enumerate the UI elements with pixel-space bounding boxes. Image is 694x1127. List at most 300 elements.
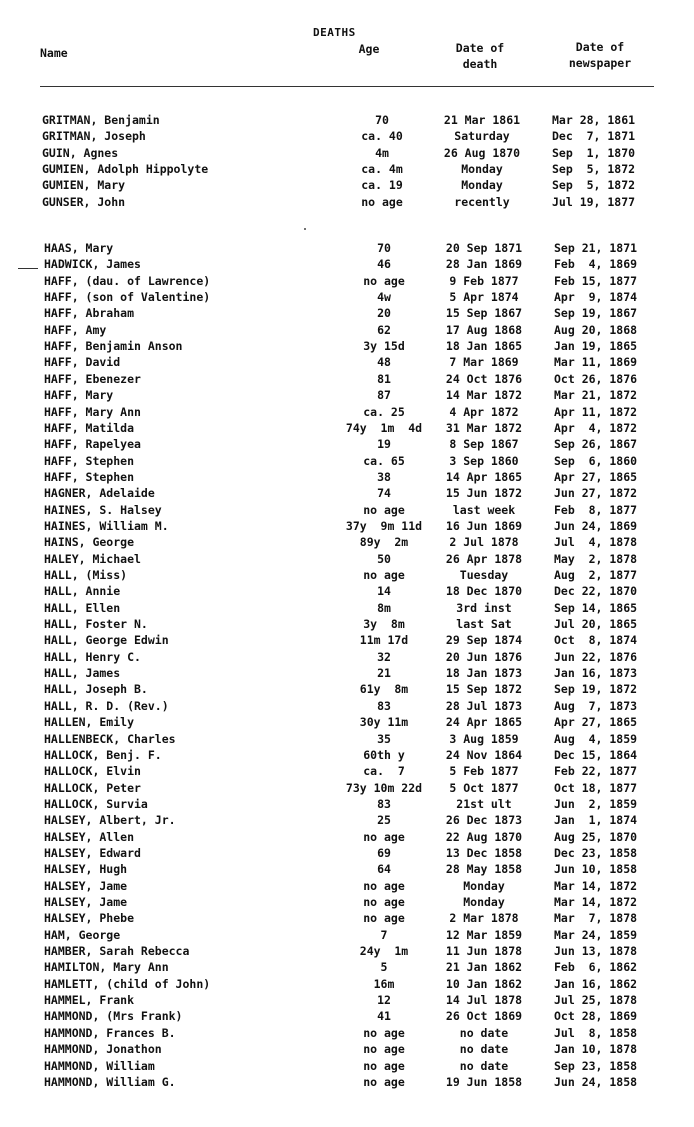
table-row bbox=[44, 829, 664, 845]
table-row bbox=[44, 485, 664, 501]
record-date-of-death: 16 Jun 1869 bbox=[445, 518, 523, 533]
record-name: HALSEY, Edward bbox=[44, 845, 141, 860]
record-date-of-death: 28 Jan 1869 bbox=[445, 257, 523, 272]
record-name: HADWICK, James bbox=[44, 257, 141, 272]
record-name: HAFF, Stephen bbox=[44, 453, 135, 468]
record-name: HAM, George bbox=[44, 927, 121, 942]
record-age: 37y 9m 11d bbox=[345, 518, 423, 533]
record-date-of-newspaper: Jun 2, 1859 bbox=[554, 796, 638, 811]
record-age: ca. 7 bbox=[363, 764, 405, 779]
record-date-of-death: no date bbox=[459, 1058, 509, 1073]
record-date-of-newspaper: Apr 11, 1872 bbox=[554, 404, 638, 419]
record-name: HAMBER, Sarah Rebecca bbox=[44, 944, 190, 959]
record-date-of-death: 20 Sep 1871 bbox=[445, 241, 523, 255]
record-name: HAMILTON, Mary Ann bbox=[44, 960, 169, 975]
record-name: HAFF, Amy bbox=[44, 322, 107, 337]
table-row bbox=[44, 600, 664, 616]
record-name: HALLENBECK, Charles bbox=[44, 731, 176, 746]
table-row bbox=[44, 322, 664, 338]
record-date-of-newspaper: Sep 1, 1870 bbox=[552, 145, 636, 160]
table-row bbox=[42, 112, 662, 128]
record-age: 35 bbox=[377, 731, 391, 746]
record-date-of-death: 21st ult bbox=[456, 796, 512, 811]
record-age: 38 bbox=[377, 469, 391, 484]
record-age: 16m bbox=[373, 976, 395, 991]
record-name: GRITMAN, Benjamin bbox=[42, 113, 160, 127]
record-age: 70 bbox=[377, 241, 391, 255]
record-age: no age bbox=[361, 194, 403, 209]
record-age: no age bbox=[363, 1042, 405, 1057]
record-date-of-newspaper: Sep 14, 1865 bbox=[554, 600, 638, 615]
record-date-of-death: 21 Jan 1862 bbox=[445, 960, 523, 975]
record-name: HAMMEL, Frank bbox=[44, 993, 135, 1008]
record-date-of-newspaper: Oct 28, 1869 bbox=[554, 1009, 638, 1024]
record-date-of-newspaper: Jun 13, 1878 bbox=[554, 944, 638, 959]
record-name: HALLOCK, Benj. F. bbox=[44, 747, 162, 762]
record-date-of-newspaper: Aug 7, 1873 bbox=[554, 698, 638, 713]
record-date-of-newspaper: Sep 23, 1858 bbox=[554, 1058, 638, 1073]
table-row bbox=[44, 289, 664, 305]
header-dod-line1: Date of bbox=[455, 41, 505, 55]
record-date-of-newspaper: Jan 16, 1862 bbox=[554, 976, 638, 991]
record-date-of-newspaper: Aug 4, 1859 bbox=[554, 731, 638, 746]
table-row bbox=[44, 796, 664, 812]
record-date-of-death: recently bbox=[454, 194, 510, 209]
record-name: HAMMOND, Jonathon bbox=[44, 1042, 162, 1057]
record-age: 32 bbox=[377, 649, 391, 664]
record-name: HAAS, Mary bbox=[44, 241, 114, 255]
record-date-of-newspaper: Apr 27, 1865 bbox=[554, 715, 638, 730]
header-date-of-death bbox=[434, 40, 526, 72]
table-row bbox=[44, 943, 664, 959]
record-date-of-newspaper: Mar 24, 1859 bbox=[554, 927, 638, 942]
record-date-of-death: 14 Apr 1865 bbox=[445, 469, 523, 484]
record-age: no age bbox=[363, 502, 405, 517]
record-name: HALLOCK, Peter bbox=[44, 780, 141, 795]
record-date-of-death: 20 Jun 1876 bbox=[445, 649, 523, 664]
record-date-of-newspaper: Mar 21, 1872 bbox=[554, 388, 638, 403]
record-date-of-newspaper: Dec 15, 1864 bbox=[554, 747, 638, 762]
record-age: 74y 1m 4d bbox=[345, 420, 423, 435]
table-row bbox=[44, 894, 664, 910]
record-age: 30y 11m bbox=[359, 715, 409, 730]
record-date-of-death: 28 May 1858 bbox=[445, 862, 523, 877]
table-row bbox=[44, 1041, 664, 1057]
header-rule bbox=[40, 86, 654, 87]
record-date-of-death: 24 Nov 1864 bbox=[445, 747, 523, 762]
record-name: HAMLETT, (child of John) bbox=[44, 976, 211, 991]
table-row bbox=[44, 649, 664, 665]
record-date-of-death: 4 Apr 1872 bbox=[449, 404, 519, 419]
record-name: HALSEY, Hugh bbox=[44, 862, 128, 877]
record-name: GUMIEN, Mary bbox=[42, 178, 126, 193]
table-row bbox=[44, 698, 664, 714]
record-age: 46 bbox=[377, 257, 391, 272]
record-date-of-death: 11 Jun 1878 bbox=[445, 944, 523, 959]
table-row bbox=[44, 910, 664, 926]
record-name: HALSEY, Allen bbox=[44, 829, 135, 844]
record-age: no age bbox=[363, 1058, 405, 1073]
record-date-of-death: last week bbox=[452, 502, 516, 517]
table-row bbox=[44, 518, 664, 534]
record-date-of-newspaper: Sep 6, 1860 bbox=[554, 453, 638, 468]
header-dop-line2: newspaper bbox=[568, 56, 632, 70]
record-name: HALL, Ellen bbox=[44, 600, 121, 615]
header-date-of-newspaper bbox=[550, 39, 650, 71]
scan-speck bbox=[304, 228, 306, 230]
record-date-of-newspaper: Jul 8, 1858 bbox=[554, 1025, 638, 1040]
record-date-of-death: 24 Oct 1876 bbox=[445, 371, 523, 386]
record-date-of-death: 14 Mar 1872 bbox=[445, 388, 523, 403]
record-name: HAMMOND, (Mrs Frank) bbox=[44, 1009, 183, 1024]
record-date-of-newspaper: Sep 19, 1867 bbox=[554, 306, 638, 321]
record-name: HALL, George Edwin bbox=[44, 633, 169, 648]
record-date-of-newspaper: Aug 20, 1868 bbox=[554, 322, 638, 337]
record-date-of-death: 5 Apr 1874 bbox=[449, 290, 519, 305]
page-title: DEATHS bbox=[313, 26, 356, 39]
record-name: HALSEY, Phebe bbox=[44, 911, 135, 926]
record-name: HALL, Joseph B. bbox=[44, 682, 148, 697]
header-dop-line1: Date of bbox=[575, 40, 625, 54]
record-date-of-newspaper: Sep 19, 1872 bbox=[554, 682, 638, 697]
record-name: GUIN, Agnes bbox=[42, 145, 119, 160]
record-age: 24y 1m bbox=[359, 944, 409, 959]
record-age: 60th y bbox=[363, 747, 405, 762]
record-age: 70 bbox=[375, 113, 389, 127]
record-date-of-newspaper: Apr 4, 1872 bbox=[554, 420, 638, 435]
record-date-of-death: 21 Mar 1861 bbox=[443, 113, 521, 127]
record-date-of-newspaper: Jul 4, 1878 bbox=[554, 535, 638, 550]
record-date-of-death: Monday bbox=[461, 161, 503, 176]
table-row bbox=[42, 194, 662, 210]
record-name: HALL, R. D. (Rev.) bbox=[44, 698, 169, 713]
record-name: HAMMOND, William bbox=[44, 1058, 155, 1073]
record-date-of-death: 28 Jul 1873 bbox=[445, 698, 523, 713]
table-row bbox=[44, 861, 664, 877]
header-name: Name bbox=[40, 46, 68, 60]
table-row bbox=[44, 763, 664, 779]
table-row bbox=[44, 567, 664, 583]
record-date-of-death: 2 Jul 1878 bbox=[449, 535, 519, 550]
record-age: no age bbox=[363, 273, 405, 288]
record-name: HALSEY, Albert, Jr. bbox=[44, 813, 176, 828]
record-date-of-newspaper: Jul 20, 1865 bbox=[554, 617, 638, 632]
record-date-of-death: 18 Jan 1873 bbox=[445, 666, 523, 681]
record-date-of-death: 13 Dec 1858 bbox=[445, 845, 523, 860]
table-row bbox=[44, 616, 664, 632]
table-row bbox=[44, 681, 664, 697]
table-row bbox=[44, 976, 664, 992]
record-age: 74 bbox=[377, 486, 391, 501]
table-row bbox=[44, 665, 664, 681]
table-row bbox=[44, 1008, 664, 1024]
record-date-of-newspaper: Dec 23, 1858 bbox=[554, 845, 638, 860]
record-date-of-newspaper: Jun 24, 1869 bbox=[554, 518, 638, 533]
record-date-of-death: 15 Sep 1872 bbox=[445, 682, 523, 697]
record-name: GRITMAN, Joseph bbox=[42, 129, 146, 144]
record-age: 61y 8m bbox=[359, 682, 409, 697]
record-date-of-death: 12 Mar 1859 bbox=[445, 927, 523, 942]
record-date-of-death: 9 Feb 1877 bbox=[449, 273, 519, 288]
record-date-of-death: 17 Aug 1868 bbox=[445, 322, 523, 337]
record-name: HALL, Henry C. bbox=[44, 649, 141, 664]
record-date-of-newspaper: Mar 14, 1872 bbox=[554, 878, 638, 893]
record-name: HALL, Foster N. bbox=[44, 617, 148, 632]
record-date-of-newspaper: Oct 18, 1877 bbox=[554, 780, 638, 795]
record-date-of-death: 7 Mar 1869 bbox=[449, 355, 519, 370]
header-age: Age bbox=[358, 42, 380, 56]
record-date-of-newspaper: Jan 10, 1878 bbox=[554, 1042, 638, 1057]
table-row bbox=[44, 1058, 664, 1074]
margin-mark bbox=[18, 268, 38, 269]
record-age: 81 bbox=[377, 371, 391, 386]
record-age: ca. 65 bbox=[363, 453, 405, 468]
table-row bbox=[44, 420, 664, 436]
record-age: 87 bbox=[377, 388, 391, 403]
record-age: no age bbox=[363, 878, 405, 893]
table-row bbox=[44, 780, 664, 796]
table-row bbox=[44, 992, 664, 1008]
record-date-of-death: last Sat bbox=[456, 617, 512, 632]
record-age: no age bbox=[363, 1025, 405, 1040]
record-date-of-newspaper: Jun 24, 1858 bbox=[554, 1074, 638, 1089]
record-age: 83 bbox=[377, 698, 391, 713]
record-name: HALLOCK, Survia bbox=[44, 796, 148, 811]
record-age: 4m bbox=[375, 145, 389, 160]
record-age: no age bbox=[363, 1074, 405, 1089]
record-date-of-newspaper: Mar 7, 1878 bbox=[554, 911, 638, 926]
record-name: HAFF, Stephen bbox=[44, 469, 135, 484]
record-age: 14 bbox=[377, 584, 391, 599]
table-row bbox=[44, 551, 664, 567]
table-row bbox=[42, 128, 662, 144]
table-row bbox=[44, 959, 664, 975]
record-date-of-death: 18 Jan 1865 bbox=[445, 339, 523, 354]
record-date-of-newspaper: Dec 7, 1871 bbox=[552, 129, 636, 144]
table-row bbox=[44, 404, 664, 420]
table-row bbox=[44, 534, 664, 550]
record-name: HAFF, David bbox=[44, 355, 121, 370]
record-date-of-newspaper: Dec 22, 1870 bbox=[554, 584, 638, 599]
table-row bbox=[44, 632, 664, 648]
record-date-of-death: 3rd inst bbox=[456, 600, 512, 615]
table-row bbox=[44, 469, 664, 485]
record-date-of-newspaper: Oct 26, 1876 bbox=[554, 371, 638, 386]
table-row bbox=[44, 927, 664, 943]
record-date-of-death: Monday bbox=[463, 878, 505, 893]
record-date-of-newspaper: May 2, 1878 bbox=[554, 551, 638, 566]
record-date-of-newspaper: Feb 22, 1877 bbox=[554, 764, 638, 779]
record-date-of-death: 19 Jun 1858 bbox=[445, 1074, 523, 1089]
record-age: 64 bbox=[377, 862, 391, 877]
record-age: 5 bbox=[380, 960, 388, 975]
record-age: 12 bbox=[377, 993, 391, 1008]
table-row bbox=[44, 583, 664, 599]
record-name: HAFF, Matilda bbox=[44, 420, 135, 435]
record-age: 4w bbox=[377, 290, 391, 305]
record-date-of-death: 15 Jun 1872 bbox=[445, 486, 523, 501]
record-date-of-newspaper: Jul 19, 1877 bbox=[552, 194, 636, 209]
record-name: HALL, Annie bbox=[44, 584, 121, 599]
record-date-of-newspaper: Aug 2, 1877 bbox=[554, 568, 638, 582]
record-name: HAMMOND, William G. bbox=[44, 1074, 176, 1089]
record-age: 3y 15d bbox=[363, 339, 405, 354]
record-date-of-death: 8 Sep 1867 bbox=[449, 437, 519, 452]
record-date-of-death: 3 Sep 1860 bbox=[449, 453, 519, 468]
record-name: HALL, (Miss) bbox=[44, 568, 128, 582]
record-date-of-death: 2 Mar 1878 bbox=[449, 911, 519, 926]
record-age: 11m 17d bbox=[359, 633, 409, 648]
table-row bbox=[44, 436, 664, 452]
record-date-of-newspaper: Sep 5, 1872 bbox=[552, 178, 636, 193]
record-date-of-newspaper: Aug 25, 1870 bbox=[554, 829, 638, 844]
record-date-of-newspaper: Mar 14, 1872 bbox=[554, 895, 638, 909]
table-row bbox=[44, 747, 664, 763]
record-name: HALSEY, Jame bbox=[44, 878, 128, 893]
record-date-of-death: Tuesday bbox=[459, 568, 509, 582]
record-date-of-death: 26 Oct 1869 bbox=[445, 1009, 523, 1024]
record-age: 48 bbox=[377, 355, 391, 370]
record-date-of-death: 31 Mar 1872 bbox=[445, 420, 523, 435]
record-age: 3y 8m bbox=[363, 617, 405, 632]
record-age: ca. 40 bbox=[361, 129, 403, 144]
record-age: 41 bbox=[377, 1009, 391, 1024]
record-date-of-death: 14 Jul 1878 bbox=[445, 993, 523, 1008]
record-age: 83 bbox=[377, 796, 391, 811]
table-row bbox=[44, 714, 664, 730]
record-date-of-newspaper: Jan 16, 1873 bbox=[554, 666, 638, 681]
record-date-of-death: 18 Dec 1870 bbox=[445, 584, 523, 599]
record-name: HAINES, S. Halsey bbox=[44, 502, 162, 517]
record-date-of-death: 10 Jan 1862 bbox=[445, 976, 523, 991]
record-date-of-death: no date bbox=[459, 1025, 509, 1040]
record-name: HALSEY, Jame bbox=[44, 895, 128, 909]
record-date-of-newspaper: Apr 9, 1874 bbox=[554, 290, 638, 305]
record-name: HAGNER, Adelaide bbox=[44, 486, 155, 501]
record-date-of-newspaper: Jan 1, 1874 bbox=[554, 813, 638, 828]
table-row bbox=[44, 731, 664, 747]
record-age: 50 bbox=[377, 551, 391, 566]
record-age: 69 bbox=[377, 845, 391, 860]
table-row bbox=[44, 256, 664, 272]
table-row bbox=[44, 305, 664, 321]
record-name: HALEY, Michael bbox=[44, 551, 141, 566]
record-name: HAINS, George bbox=[44, 535, 135, 550]
record-age: 89y 2m bbox=[359, 535, 409, 550]
table-row bbox=[44, 1074, 664, 1090]
record-age: no age bbox=[363, 911, 405, 926]
table-row bbox=[42, 161, 662, 177]
table-row bbox=[44, 453, 664, 469]
table-row bbox=[44, 502, 664, 518]
record-date-of-newspaper: Sep 5, 1872 bbox=[552, 161, 636, 176]
table-row bbox=[44, 812, 664, 828]
record-date-of-death: 15 Sep 1867 bbox=[445, 306, 523, 321]
record-date-of-death: 26 Aug 1870 bbox=[443, 145, 521, 160]
record-name: GUNSER, John bbox=[42, 194, 126, 209]
header-dod-line2: death bbox=[462, 57, 498, 71]
record-age: 19 bbox=[377, 437, 391, 452]
record-date-of-death: 26 Apr 1878 bbox=[445, 551, 523, 566]
record-name: GUMIEN, Adolph Hippolyte bbox=[42, 161, 209, 176]
table-row bbox=[44, 371, 664, 387]
record-date-of-newspaper: Mar 11, 1869 bbox=[554, 355, 638, 370]
record-age: 20 bbox=[377, 306, 391, 321]
record-age: ca. 4m bbox=[361, 161, 403, 176]
record-age: ca. 19 bbox=[361, 178, 403, 193]
record-date-of-death: Saturday bbox=[454, 129, 510, 144]
record-date-of-death: no date bbox=[459, 1042, 509, 1057]
record-date-of-newspaper: Sep 21, 1871 bbox=[554, 241, 638, 255]
record-age: 7 bbox=[380, 927, 388, 942]
record-name: HAFF, (dau. of Lawrence) bbox=[44, 273, 211, 288]
table-row bbox=[44, 1025, 664, 1041]
record-age: no age bbox=[363, 895, 405, 909]
record-age: ca. 25 bbox=[363, 404, 405, 419]
record-age: 25 bbox=[377, 813, 391, 828]
table-row bbox=[42, 177, 662, 193]
table-row bbox=[44, 845, 664, 861]
table-row bbox=[44, 240, 664, 256]
record-date-of-death: 3 Aug 1859 bbox=[449, 731, 519, 746]
record-date-of-newspaper: Feb 4, 1869 bbox=[554, 257, 638, 272]
record-name: HAFF, Abraham bbox=[44, 306, 135, 321]
record-name: HAFF, Mary Ann bbox=[44, 404, 141, 419]
record-name: HAFF, Rapelyea bbox=[44, 437, 141, 452]
record-date-of-death: Monday bbox=[461, 178, 503, 193]
record-date-of-newspaper: Jun 10, 1858 bbox=[554, 862, 638, 877]
table-row bbox=[44, 338, 664, 354]
record-date-of-death: 26 Dec 1873 bbox=[445, 813, 523, 828]
table-row bbox=[44, 354, 664, 370]
record-date-of-death: 22 Aug 1870 bbox=[445, 829, 523, 844]
record-date-of-newspaper: Oct 8, 1874 bbox=[554, 633, 638, 648]
record-age: 21 bbox=[377, 666, 391, 681]
record-name: HALLEN, Emily bbox=[44, 715, 135, 730]
record-age: 8m bbox=[377, 600, 391, 615]
record-date-of-death: 5 Oct 1877 bbox=[449, 780, 519, 795]
record-name: HAFF, Benjamin Anson bbox=[44, 339, 183, 354]
record-age: 62 bbox=[377, 322, 391, 337]
record-date-of-newspaper: Mar 28, 1861 bbox=[552, 113, 636, 127]
record-name: HAINES, William M. bbox=[44, 518, 169, 533]
record-name: HAFF, Mary bbox=[44, 388, 114, 403]
table-row bbox=[42, 145, 662, 161]
record-date-of-newspaper: Sep 26, 1867 bbox=[554, 437, 638, 452]
record-date-of-death: Monday bbox=[463, 895, 505, 909]
table-row bbox=[44, 273, 664, 289]
record-date-of-death: 29 Sep 1874 bbox=[445, 633, 523, 648]
record-name: HAFF, (son of Valentine) bbox=[44, 290, 211, 305]
table-row bbox=[44, 878, 664, 894]
record-name: HAFF, Ebenezer bbox=[44, 371, 141, 386]
record-date-of-newspaper: Jul 25, 1878 bbox=[554, 993, 638, 1008]
record-age: no age bbox=[363, 829, 405, 844]
record-date-of-newspaper: Feb 6, 1862 bbox=[554, 960, 638, 975]
record-age: 73y 10m 22d bbox=[345, 780, 423, 795]
record-date-of-newspaper: Jun 27, 1872 bbox=[554, 486, 638, 501]
record-date-of-newspaper: Jan 19, 1865 bbox=[554, 339, 638, 354]
record-name: HALLOCK, Elvin bbox=[44, 764, 141, 779]
record-date-of-death: 24 Apr 1865 bbox=[445, 715, 523, 730]
record-date-of-death: 5 Feb 1877 bbox=[449, 764, 519, 779]
record-date-of-newspaper: Feb 15, 1877 bbox=[554, 273, 638, 288]
record-date-of-newspaper: Feb 8, 1877 bbox=[554, 502, 638, 517]
table-row bbox=[44, 387, 664, 403]
record-date-of-newspaper: Jun 22, 1876 bbox=[554, 649, 638, 664]
record-date-of-newspaper: Apr 27, 1865 bbox=[554, 469, 638, 484]
record-age: no age bbox=[363, 568, 405, 582]
